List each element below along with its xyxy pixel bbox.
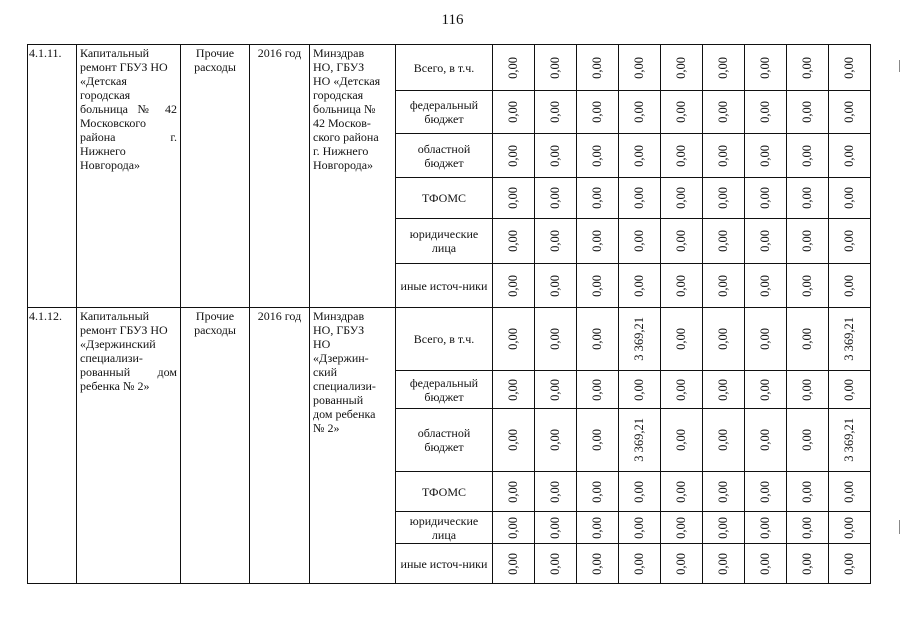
value-cell — [535, 45, 577, 91]
value-cell — [535, 264, 577, 308]
amount-value: 0,00 — [548, 378, 562, 401]
executor-line: 42 Москов- — [313, 116, 371, 130]
value-cell — [535, 512, 577, 544]
value-cell — [829, 264, 871, 308]
amount-value: 0,00 — [632, 378, 646, 401]
amount-value: 0,00 — [674, 480, 688, 503]
funding-source: ТФОМС — [421, 191, 467, 205]
amount-value: 0,00 — [506, 187, 520, 209]
value-cell — [745, 219, 787, 264]
amount-value: 0,00 — [590, 101, 604, 123]
value-cell — [787, 45, 829, 91]
amount-value: 0,00 — [800, 101, 814, 123]
value-cell — [577, 134, 619, 178]
amount-value: 0,00 — [716, 144, 730, 167]
amount-value: 0,00 — [548, 187, 562, 209]
value-cell — [661, 219, 703, 264]
value-cell — [493, 134, 535, 178]
amount-value: 0,00 — [506, 328, 520, 350]
amount-value: 0,00 — [674, 101, 688, 123]
amount-value: 0,00 — [590, 187, 604, 209]
expense-type: Прочие расходы — [194, 309, 236, 337]
amount-value: 0,00 — [842, 274, 856, 297]
amount-value: 0,00 — [506, 56, 520, 79]
value-cell — [787, 512, 829, 544]
project-name-line: рованный дом — [80, 365, 177, 379]
funding-source: Всего, в т.ч. — [413, 60, 475, 75]
value-cell — [787, 134, 829, 178]
amount-value: 0,00 — [842, 516, 856, 539]
value-cell — [619, 512, 661, 544]
amount-value: 0,00 — [800, 56, 814, 79]
amount-value: 0,00 — [590, 429, 604, 451]
value-cell — [535, 409, 577, 472]
amount-value: 0,00 — [674, 274, 688, 297]
year-cell — [250, 308, 310, 584]
value-cell — [535, 219, 577, 264]
value-cell — [703, 91, 745, 134]
amount-value: 0,00 — [506, 101, 520, 123]
value-cell — [787, 308, 829, 371]
value-cell — [619, 219, 661, 264]
project-name-line: ремонт ГБУЗ НО — [80, 323, 168, 337]
value-cell — [493, 308, 535, 371]
expense-type-cell — [181, 308, 250, 584]
value-cell — [787, 544, 829, 584]
value-cell — [829, 178, 871, 219]
amount-value: 0,00 — [674, 144, 688, 167]
value-cell — [577, 371, 619, 409]
amount-value: 0,00 — [632, 274, 646, 297]
value-cell — [703, 512, 745, 544]
executor-line: городская — [313, 88, 364, 102]
project-name-line: больница № 42 — [80, 102, 177, 116]
amount-value: 0,00 — [632, 230, 646, 252]
amount-value: 0,00 — [758, 274, 772, 297]
project-code-cell — [28, 45, 77, 308]
amount-value: 0,00 — [506, 552, 520, 575]
amount-value: 0,00 — [716, 56, 730, 79]
value-cell — [577, 512, 619, 544]
amount-value: 0,00 — [590, 378, 604, 401]
amount-value: 0,00 — [758, 56, 772, 79]
amount-value: 0,00 — [548, 552, 562, 575]
executor — [310, 308, 395, 436]
value-cell — [493, 472, 535, 512]
amount-value: 0,00 — [758, 230, 772, 252]
value-cell — [493, 178, 535, 219]
value-cell — [703, 178, 745, 219]
amount-value: 0,00 — [842, 480, 856, 503]
executor-line: г. Нижнего — [313, 144, 369, 158]
funding-source: иные источ-ники — [400, 556, 488, 571]
amount-value: 0,00 — [800, 552, 814, 575]
amount-value: 0,00 — [506, 480, 520, 503]
project-name-line: «Дзержинский — [80, 337, 156, 351]
value-cell — [703, 308, 745, 371]
amount-value: 0,00 — [716, 480, 730, 503]
amount-value: 0,00 — [758, 429, 772, 451]
project-code-cell — [28, 308, 77, 584]
value-cell — [577, 308, 619, 371]
amount-value: 0,00 — [506, 378, 520, 401]
value-cell — [703, 134, 745, 178]
amount-value: 0,00 — [590, 480, 604, 503]
amount-value: 0,00 — [758, 516, 772, 539]
value-cell — [745, 409, 787, 472]
amount-value: 0,00 — [632, 187, 646, 209]
value-cell — [745, 264, 787, 308]
budget-table — [27, 44, 871, 584]
value-cell — [535, 91, 577, 134]
executor-line: специализи- — [313, 379, 376, 393]
value-cell — [745, 512, 787, 544]
year-cell — [250, 45, 310, 308]
executor-cell — [310, 308, 396, 584]
executor-line: № 2» — [313, 421, 340, 435]
amount-value: 0,00 — [716, 516, 730, 539]
amount-value: 0,00 — [800, 328, 814, 350]
value-cell — [619, 409, 661, 472]
funding-source: ТФОМС — [421, 484, 467, 499]
funding-source-cell — [396, 308, 493, 371]
value-cell — [661, 371, 703, 409]
value-cell — [493, 409, 535, 472]
value-cell — [619, 544, 661, 584]
value-cell — [535, 371, 577, 409]
project-name-line: ремонт ГБУЗ НО — [80, 60, 168, 74]
amount-value: 0,00 — [674, 56, 688, 79]
project-name-line: Нижнего — [80, 144, 126, 158]
project-name — [77, 308, 180, 394]
amount-value: 0,00 — [632, 480, 646, 503]
project-code: 4.1.11. — [29, 46, 62, 60]
project-name-line: ребенка № 2» — [80, 379, 150, 393]
value-cell — [535, 544, 577, 584]
amount-value: 0,00 — [758, 552, 772, 575]
amount-value: 0,00 — [758, 328, 772, 350]
executor-line: дом ребенка — [313, 407, 376, 421]
value-cell — [829, 472, 871, 512]
value-cell — [493, 219, 535, 264]
amount-value: 0,00 — [716, 274, 730, 297]
value-cell — [493, 91, 535, 134]
value-cell — [661, 472, 703, 512]
project-name-cell — [77, 45, 181, 308]
amount-value: 0,00 — [506, 274, 520, 297]
value-cell — [577, 178, 619, 219]
project-year: 2016 год — [257, 309, 302, 323]
amount-value: 0,00 — [716, 101, 730, 123]
value-cell — [661, 134, 703, 178]
value-cell — [787, 219, 829, 264]
value-cell — [661, 45, 703, 91]
amount-value: 0,00 — [716, 378, 730, 401]
value-cell — [703, 371, 745, 409]
amount-value: 0,00 — [842, 552, 856, 575]
value-cell — [745, 91, 787, 134]
value-cell — [619, 371, 661, 409]
value-cell — [577, 544, 619, 584]
amount-value: 0,00 — [800, 378, 814, 401]
project-code: 4.1.12. — [29, 309, 62, 323]
value-cell — [493, 371, 535, 409]
project-name-line: «Детская — [80, 74, 127, 88]
value-cell — [703, 544, 745, 584]
project-name-line: Капитальный — [80, 46, 150, 60]
amount-value: 0,00 — [548, 328, 562, 350]
value-cell — [661, 264, 703, 308]
value-cell — [493, 45, 535, 91]
value-cell — [577, 472, 619, 512]
amount-value: 0,00 — [632, 552, 646, 575]
value-cell — [619, 91, 661, 134]
scan-edge-mark — [899, 520, 900, 534]
value-cell — [577, 219, 619, 264]
value-cell — [619, 308, 661, 371]
value-cell — [745, 472, 787, 512]
value-cell — [535, 308, 577, 371]
project-name-line: Московского — [80, 116, 146, 130]
amount-value: 0,00 — [758, 378, 772, 401]
amount-value: 3 369,21 — [842, 418, 856, 462]
value-cell — [787, 371, 829, 409]
executor-line: НО, ГБУЗ — [313, 60, 365, 74]
funding-source: федеральный бюджет — [409, 98, 479, 126]
executor-line: больница № — [313, 102, 376, 116]
amount-value: 0,00 — [590, 328, 604, 350]
amount-value: 0,00 — [590, 516, 604, 539]
value-cell — [703, 219, 745, 264]
amount-value: 0,00 — [842, 187, 856, 209]
value-cell — [661, 512, 703, 544]
value-cell — [745, 178, 787, 219]
project-name-line: района г. — [80, 130, 177, 144]
value-cell — [577, 264, 619, 308]
value-cell — [703, 472, 745, 512]
funding-source-cell — [396, 512, 493, 544]
expense-type-cell — [181, 45, 250, 308]
value-cell — [829, 91, 871, 134]
amount-value: 0,00 — [758, 187, 772, 209]
value-cell — [661, 409, 703, 472]
amount-value: 0,00 — [632, 516, 646, 539]
amount-value: 0,00 — [548, 274, 562, 297]
amount-value: 0,00 — [758, 480, 772, 503]
amount-value: 0,00 — [548, 56, 562, 79]
value-cell — [829, 45, 871, 91]
value-cell — [745, 544, 787, 584]
value-cell — [619, 45, 661, 91]
value-cell — [787, 264, 829, 308]
amount-value: 0,00 — [590, 56, 604, 79]
amount-value: 0,00 — [590, 552, 604, 575]
funding-source: федеральный бюджет — [409, 375, 479, 404]
funding-source-cell — [396, 371, 493, 409]
value-cell — [619, 178, 661, 219]
amount-value: 0,00 — [716, 187, 730, 209]
amount-value: 0,00 — [674, 187, 688, 209]
amount-value: 0,00 — [674, 429, 688, 451]
value-cell — [619, 264, 661, 308]
scan-edge-mark — [899, 60, 900, 72]
amount-value: 0,00 — [506, 230, 520, 252]
amount-value: 0,00 — [548, 144, 562, 167]
executor-line: НО «Детская — [313, 74, 381, 88]
amount-value: 0,00 — [548, 101, 562, 123]
amount-value: 0,00 — [842, 56, 856, 79]
value-cell — [619, 472, 661, 512]
project-name — [77, 45, 180, 173]
amount-value: 0,00 — [674, 378, 688, 401]
funding-source: Всего, в т.ч. — [413, 332, 475, 346]
amount-value: 0,00 — [506, 516, 520, 539]
value-cell — [661, 544, 703, 584]
executor-line: Минздрав — [313, 309, 365, 323]
amount-value: 0,00 — [506, 429, 520, 451]
value-cell — [829, 219, 871, 264]
project-year: 2016 год — [257, 46, 302, 60]
amount-value: 0,00 — [758, 144, 772, 167]
value-cell — [745, 371, 787, 409]
funding-source-cell — [396, 219, 493, 264]
amount-value: 0,00 — [632, 101, 646, 123]
funding-source-cell — [396, 134, 493, 178]
value-cell — [535, 134, 577, 178]
executor-line: НО — [313, 337, 331, 351]
value-cell — [745, 45, 787, 91]
amount-value: 0,00 — [800, 516, 814, 539]
executor — [310, 45, 395, 173]
expense-type: Прочие расходы — [194, 46, 236, 74]
value-cell — [577, 409, 619, 472]
amount-value: 0,00 — [716, 230, 730, 252]
amount-value: 0,00 — [674, 552, 688, 575]
amount-value: 0,00 — [800, 429, 814, 451]
project-name-line: Капитальный — [80, 309, 150, 323]
executor-line: Новгорода» — [313, 158, 374, 172]
value-cell — [493, 544, 535, 584]
value-cell — [619, 134, 661, 178]
project-name-cell — [77, 308, 181, 584]
value-cell — [493, 512, 535, 544]
amount-value: 0,00 — [548, 480, 562, 503]
amount-value: 0,00 — [716, 328, 730, 350]
executor-line: ского района — [313, 130, 379, 144]
value-cell — [661, 91, 703, 134]
value-cell — [703, 264, 745, 308]
executor-line: «Дзержин- — [313, 351, 369, 365]
amount-value: 0,00 — [758, 101, 772, 123]
value-cell — [829, 409, 871, 472]
funding-source-cell — [396, 264, 493, 308]
value-cell — [703, 45, 745, 91]
funding-source: юридические лица — [409, 513, 479, 542]
project-name-line: городская — [80, 88, 131, 102]
executor-line: ский — [313, 365, 337, 379]
funding-source: областной бюджет — [417, 426, 471, 454]
table-row — [28, 308, 871, 371]
amount-value: 0,00 — [632, 144, 646, 167]
amount-value: 0,00 — [548, 230, 562, 252]
amount-value: 0,00 — [842, 144, 856, 167]
amount-value: 0,00 — [800, 144, 814, 167]
funding-source: юридические лица — [409, 227, 479, 255]
value-cell — [745, 134, 787, 178]
value-cell — [829, 371, 871, 409]
funding-source: областной бюджет — [417, 141, 471, 170]
amount-value: 0,00 — [800, 480, 814, 503]
funding-source: иные источ-ники — [400, 278, 488, 293]
value-cell — [577, 45, 619, 91]
funding-source-cell — [396, 178, 493, 219]
executor-cell — [310, 45, 396, 308]
executor-line: Минздрав — [313, 46, 365, 60]
amount-value: 0,00 — [800, 230, 814, 252]
funding-source-cell — [396, 409, 493, 472]
value-cell — [829, 134, 871, 178]
amount-value: 0,00 — [842, 378, 856, 401]
value-cell — [535, 472, 577, 512]
amount-value: 3 369,21 — [632, 418, 646, 462]
value-cell — [829, 512, 871, 544]
project-name-line: специализи- — [80, 351, 143, 365]
amount-value: 0,00 — [716, 429, 730, 451]
amount-value: 3 369,21 — [632, 317, 646, 361]
table-row — [28, 45, 871, 91]
value-cell — [787, 472, 829, 512]
amount-value: 0,00 — [674, 516, 688, 539]
amount-value: 0,00 — [590, 144, 604, 167]
amount-value: 0,00 — [674, 230, 688, 252]
executor-line: НО, ГБУЗ — [313, 323, 365, 337]
amount-value: 0,00 — [590, 274, 604, 297]
amount-value: 0,00 — [506, 144, 520, 167]
value-cell — [493, 264, 535, 308]
amount-value: 0,00 — [590, 230, 604, 252]
funding-source-cell — [396, 472, 493, 512]
value-cell — [661, 178, 703, 219]
value-cell — [703, 409, 745, 472]
value-cell — [535, 178, 577, 219]
value-cell — [787, 178, 829, 219]
amount-value: 0,00 — [842, 230, 856, 252]
value-cell — [829, 544, 871, 584]
value-cell — [787, 91, 829, 134]
value-cell — [661, 308, 703, 371]
funding-source-cell — [396, 544, 493, 584]
value-cell — [829, 308, 871, 371]
executor-line: рованный — [313, 393, 364, 407]
value-cell — [577, 91, 619, 134]
amount-value: 0,00 — [548, 516, 562, 539]
value-cell — [745, 308, 787, 371]
amount-value: 0,00 — [632, 56, 646, 79]
page-number: 116 — [441, 12, 464, 28]
funding-source-cell — [396, 45, 493, 91]
amount-value: 0,00 — [800, 187, 814, 209]
value-cell — [787, 409, 829, 472]
amount-value: 3 369,21 — [842, 317, 856, 361]
project-name-line: Новгорода» — [80, 158, 141, 172]
amount-value: 0,00 — [674, 328, 688, 350]
amount-value: 0,00 — [842, 101, 856, 123]
amount-value: 0,00 — [800, 274, 814, 297]
funding-source-cell — [396, 91, 493, 134]
amount-value: 0,00 — [716, 552, 730, 575]
amount-value: 0,00 — [548, 429, 562, 451]
